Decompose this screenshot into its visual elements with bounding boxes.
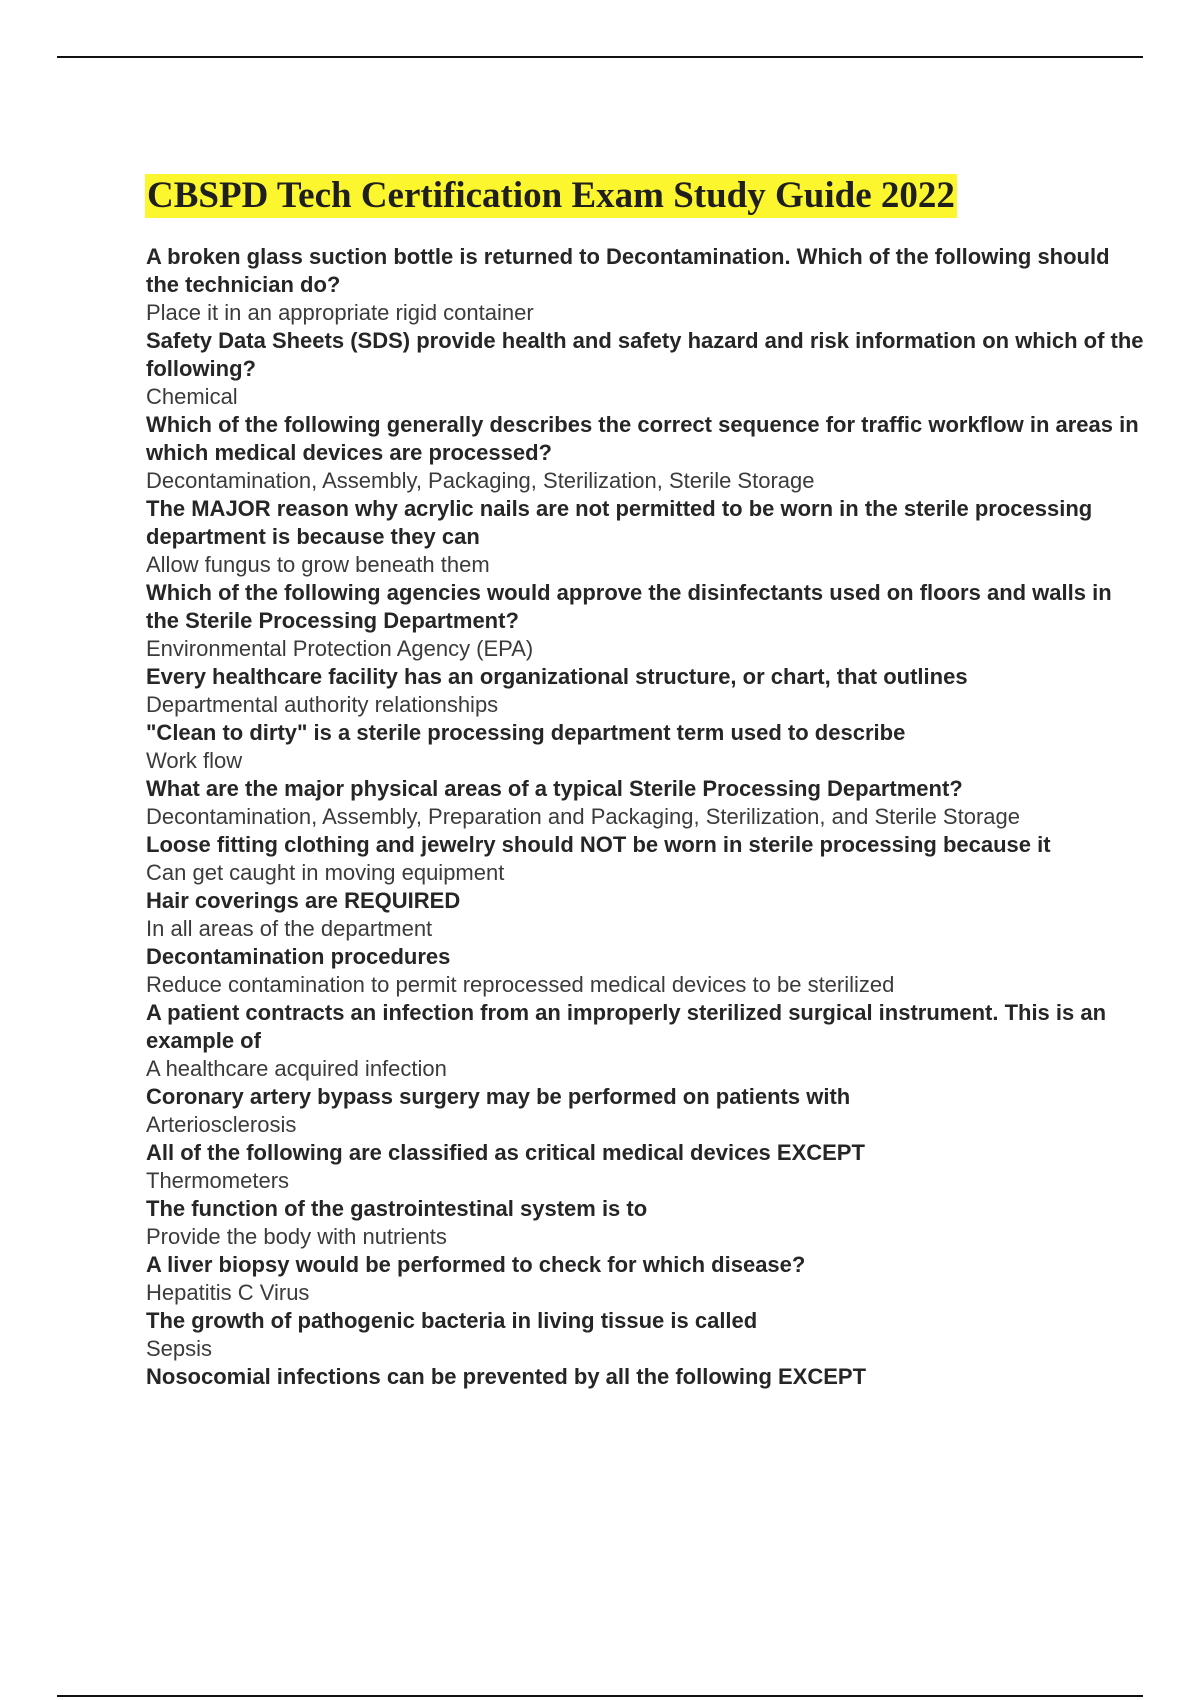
question-18: Nosocomial infections can be prevented by all the following EXCEPT	[146, 1364, 867, 1389]
answer-10: In all areas of the department	[146, 916, 433, 941]
answer-8: Decontamination, Assembly, Preparation and Packaging, Sterilization, and Sterile Storage	[146, 804, 1020, 829]
question-14: All of the following are classified as critical medical devices EXCEPT	[146, 1140, 865, 1165]
answer-3: Decontamination, Assembly, Packaging, Sterilization, Sterile Storage	[146, 468, 815, 493]
answer-14: Thermometers	[146, 1168, 290, 1193]
answer-4: Allow fungus to grow beneath them	[146, 552, 490, 577]
answer-16: Hepatitis C Virus	[146, 1280, 310, 1305]
question-12: A patient contracts an infection from an improperly sterilized surgical instrument. This is an example of	[146, 1000, 1107, 1053]
question-7: "Clean to dirty" is a sterile processing department term used to describe	[146, 720, 906, 745]
question-1: A broken glass suction bottle is returned to Decontamination. Which of the following should the technician do?	[146, 244, 1110, 297]
question-3: Which of the following generally describes the correct sequence for traffic workflow in areas in which medical devices are processed?	[146, 412, 1139, 465]
answer-11: Reduce contamination to permit reprocessed medical devices to be sterilized	[146, 972, 895, 997]
answer-9: Can get caught in moving equipment	[146, 860, 505, 885]
question-13: Coronary artery bypass surgery may be performed on patients with	[146, 1084, 851, 1109]
header-rule	[57, 56, 1143, 58]
answer-2: Chemical	[146, 384, 238, 409]
question-9: Loose fitting clothing and jewelry should NOT be worn in sterile processing because it	[146, 832, 1051, 857]
question-5: Which of the following agencies would approve the disinfectants used on floors and walls in the Sterile Processing Department?	[146, 580, 1112, 633]
answer-5: Environmental Protection Agency (EPA)	[146, 636, 534, 661]
document-title: CBSPD Tech Certification Exam Study Guide 2022	[147, 175, 955, 216]
answer-15: Provide the body with nutrients	[146, 1224, 447, 1249]
question-4: The MAJOR reason why acrylic nails are not permitted to be worn in the sterile processing department is because they can	[146, 496, 1093, 549]
answer-12: A healthcare acquired infection	[146, 1056, 447, 1081]
question-17: The growth of pathogenic bacteria in living tissue is called	[146, 1308, 758, 1333]
question-2: Safety Data Sheets (SDS) provide health and safety hazard and risk information on which of the following?	[146, 328, 1144, 381]
answer-17: Sepsis	[146, 1336, 213, 1361]
answer-1: Place it in an appropriate rigid container	[146, 300, 534, 325]
question-6: Every healthcare facility has an organizational structure, or chart, that outlines	[146, 664, 968, 689]
question-15: The function of the gastrointestinal system is to	[146, 1196, 648, 1221]
answer-7: Work flow	[146, 748, 243, 773]
question-16: A liver biopsy would be performed to check for which disease?	[146, 1252, 806, 1277]
question-10: Hair coverings are REQUIRED	[146, 888, 461, 913]
answer-6: Departmental authority relationships	[146, 692, 499, 717]
question-8: What are the major physical areas of a typical Sterile Processing Department?	[146, 776, 963, 801]
answer-13: Arteriosclerosis	[146, 1112, 297, 1137]
question-11: Decontamination procedures	[146, 944, 451, 969]
footer-rule	[57, 1695, 1143, 1697]
title-block	[145, 174, 957, 218]
qa-list	[146, 243, 1146, 1391]
